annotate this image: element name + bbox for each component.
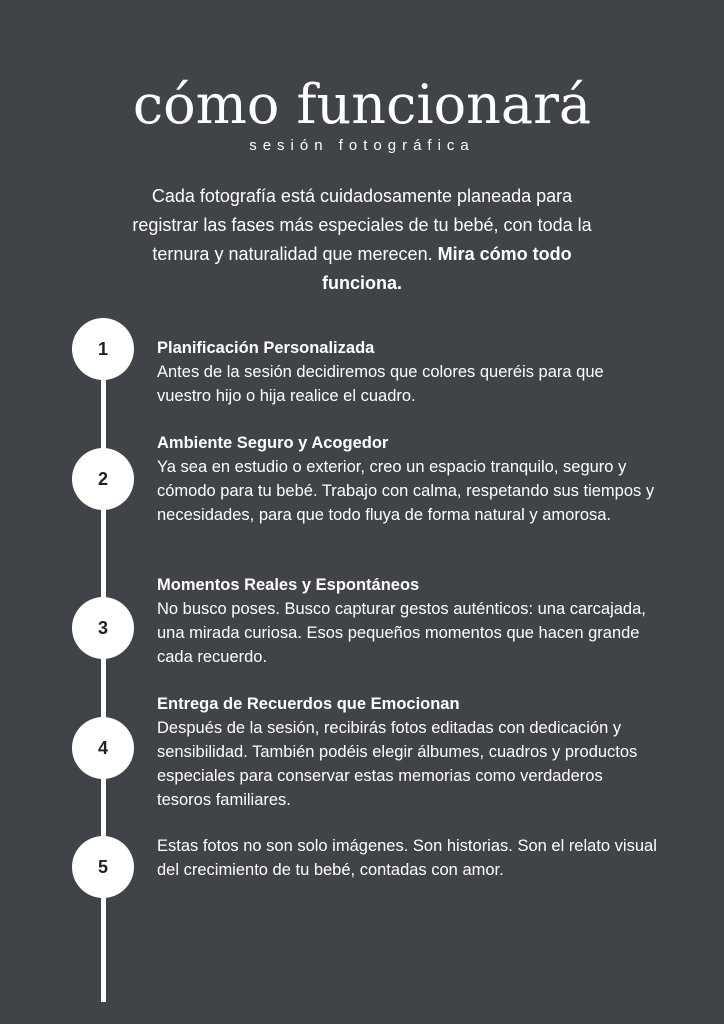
- step-3-title: Momentos Reales y Espontáneos: [157, 576, 420, 594]
- page-subtitle: sesión fotográfica: [249, 137, 475, 154]
- timeline-line: [101, 340, 106, 1002]
- step-4-description: Después de la sesión, recibirás fotos editadas con dedicación y sensibilidad. También podéis elegir álbumes, cuadros y productos especiales para conservar estas memorias como verdaderos tesoros familiares.: [157, 719, 638, 809]
- step-number-3: 3: [72, 597, 134, 659]
- step-number-4: 4: [72, 717, 134, 779]
- intro-text: Cada fotografía está cuidadosamente planeada para registrar las fases más especiales de tu bebé, con toda la ternura y naturalidad que merecen.: [132, 186, 592, 264]
- step-5: [157, 834, 657, 882]
- step-number-1: 1: [72, 318, 134, 380]
- page-title: cómo funcionará: [132, 73, 592, 136]
- intro-paragraph: [132, 182, 592, 298]
- step-4-title: Entrega de Recuerdos que Emocionan: [157, 695, 460, 713]
- step-1-title: Planificación Personalizada: [157, 339, 375, 357]
- step-1: [157, 336, 657, 408]
- intro-emphasis: Mira cómo todo funciona.: [322, 244, 572, 293]
- step-3: [157, 573, 657, 669]
- step-5-description: Estas fotos no son solo imágenes. Son historias. Son el relato visual del crecimiento de tu bebé, contadas con amor.: [157, 837, 657, 879]
- step-3-description: No busco poses. Busco capturar gestos auténticos: una carcajada, una mirada curiosa. Esos pequeños momentos que hacen grande cada recuerdo.: [157, 600, 646, 666]
- step-number-5: 5: [72, 836, 134, 898]
- step-2: [157, 431, 657, 527]
- step-1-description: Antes de la sesión decidiremos que colores queréis para que vuestro hijo o hija realice el cuadro.: [157, 363, 604, 405]
- step-2-description: Ya sea en estudio o exterior, creo un espacio tranquilo, seguro y cómodo para tu bebé. Trabajo con calma, respetando sus tiempos y necesidades, para que todo fluya de forma natural y amorosa.: [157, 458, 655, 524]
- step-number-2: 2: [72, 448, 134, 510]
- step-4: [157, 692, 657, 812]
- step-2-title: Ambiente Seguro y Acogedor: [157, 434, 389, 452]
